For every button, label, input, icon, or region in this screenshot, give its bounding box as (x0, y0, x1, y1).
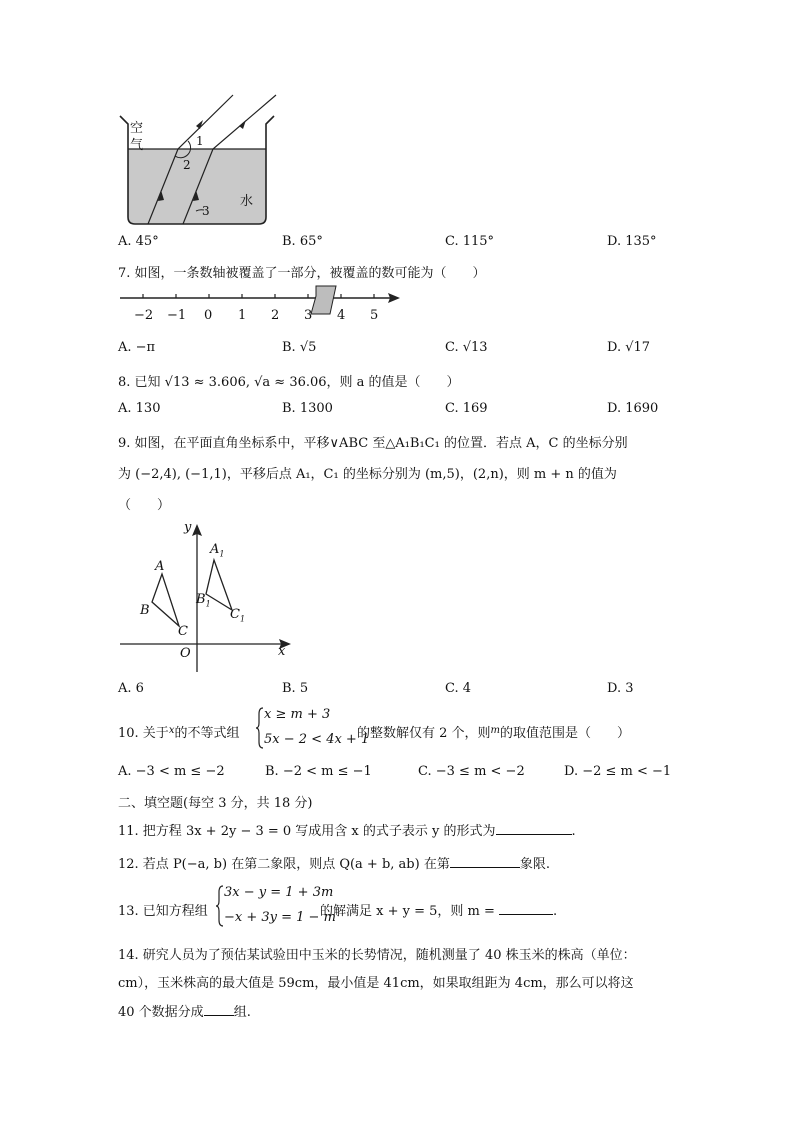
q10-inequality-1: x ≥ m + 3 (264, 707, 331, 722)
q13-prefix: 13. 已知方程组 (118, 904, 208, 919)
q10-suffix: 的整数解仅有 2 个，则$^m$的取值范围是（ ） (357, 725, 631, 741)
point-a-label: A (155, 559, 165, 574)
q6-option-a[interactable]: A. 45° (118, 234, 159, 249)
tick-label-neg2: −2 (134, 308, 154, 323)
q6-option-b[interactable]: B. 65° (282, 234, 323, 249)
q8-option-b[interactable]: B. 1300 (282, 401, 333, 416)
q14-line3: 40 个数据分成 组. (118, 1005, 251, 1020)
tick-label-4: 4 (337, 308, 346, 323)
q10-option-d[interactable]: D. −2 ≤ m < −1 (564, 764, 672, 779)
q9-option-d[interactable]: D. 3 (607, 681, 634, 696)
q10-prefix: 10. 关于$^x$的不等式组 (118, 725, 240, 741)
q10-inequality-2: 5x − 2 < 4x + 1 (264, 732, 370, 747)
q13-suffix: 的解满足 x + y = 5，则 m = . (320, 904, 558, 919)
q10-option-b[interactable]: B. −2 < m ≤ −1 (265, 764, 372, 779)
q7-option-b[interactable]: B. √5 (282, 340, 317, 355)
water-label: 水 (240, 194, 254, 209)
angle-3-label: 3 (202, 204, 210, 218)
air-label-1: 空 (130, 121, 144, 136)
q10-option-a[interactable]: A. −3 < m ≤ −2 (118, 764, 225, 779)
q12-answer-blank[interactable] (450, 855, 520, 868)
q11-text: 11. 把方程 3x + 2y − 3 = 0 写成用含 x 的式子表示 y 的形式为 . (118, 824, 576, 839)
q14-answer-blank[interactable] (204, 1003, 234, 1016)
q8-option-a[interactable]: A. 130 (118, 401, 161, 416)
tick-label-5: 5 (370, 308, 379, 323)
tick-label-neg1: −1 (167, 308, 187, 323)
q6-option-c[interactable]: C. 115° (445, 234, 495, 249)
point-c-label: C (178, 624, 188, 639)
q6-option-d[interactable]: D. 135° (607, 234, 657, 249)
angle-1-label: 1 (196, 134, 204, 148)
q14-line2: cm），玉米株高的最大值是 59cm，最小值是 41cm，如果取组距为 4cm，那么可以将这 (118, 976, 634, 991)
q9-line2: 为 (−2,4), (−1,1)，平移后点 A₁，C₁ 的坐标分别为 (m,5)，(2,n)，则 m + n 的值为 (118, 467, 617, 482)
origin-label: O (180, 646, 191, 661)
x-axis-label: x (278, 644, 286, 659)
q7-option-d[interactable]: D. √17 (607, 340, 651, 355)
number-line-figure (118, 282, 408, 327)
q7-option-c[interactable]: C. √13 (445, 340, 488, 355)
section-2-heading: 二、填空题(每空 3 分，共 18 分) (118, 796, 313, 811)
point-a1-label: $A_1$ (210, 542, 225, 559)
q13-equation-2: −x + 3y = 1 − m (224, 910, 336, 925)
q14-line1: 14. 研究人员为了预估某试验田中玉米的长势情况，随机测量了 40 株玉米的株高（单位： (118, 948, 636, 963)
q8-option-d[interactable]: D. 1690 (607, 401, 659, 416)
q8-option-c[interactable]: C. 169 (445, 401, 488, 416)
tick-label-2: 2 (271, 308, 280, 323)
tick-label-0: 0 (204, 308, 213, 323)
covered-region-shape (311, 286, 336, 314)
angle-2-label: 2 (183, 158, 191, 172)
tick-label-1: 1 (238, 308, 247, 323)
triangle-abc (152, 574, 179, 626)
q7-option-a[interactable]: A. −π (118, 340, 156, 355)
q11-answer-blank[interactable] (496, 822, 572, 835)
q9-option-a[interactable]: A. 6 (118, 681, 144, 696)
q13-equation-1: 3x − y = 1 + 3m (224, 885, 334, 900)
q8-text: 8. 已知 √13 ≈ 3.606, √a ≈ 36.06，则 a 的值是（ ） (118, 375, 460, 390)
q12-text: 12. 若点 P(−a, b) 在第二象限，则点 Q(a + b, ab) 在第 象限. (118, 857, 550, 872)
y-axis-label: y (184, 520, 192, 535)
q9-option-c[interactable]: C. 4 (445, 681, 472, 696)
q9-option-b[interactable]: B. 5 (282, 681, 309, 696)
q10-option-c[interactable]: C. −3 ≤ m < −2 (418, 764, 525, 779)
q9-line1: 9. 如图，在平面直角坐标系中，平移∨ABC 至△A₁B₁C₁ 的位置．若点 A，C 的坐标分别 (118, 436, 628, 451)
point-c1-label: $C_1$ (230, 607, 246, 624)
point-b-label: B (140, 603, 150, 618)
point-b1-label: $B_1$ (196, 592, 211, 609)
air-label-2: 气 (130, 138, 144, 153)
q7-text: 7. 如图，一条数轴被覆盖了一部分，被覆盖的数可能为（ ） (118, 266, 486, 281)
q13-answer-blank[interactable] (499, 902, 553, 915)
q9-line3: （ ） (118, 498, 171, 513)
tick-label-3: 3 (304, 308, 313, 323)
